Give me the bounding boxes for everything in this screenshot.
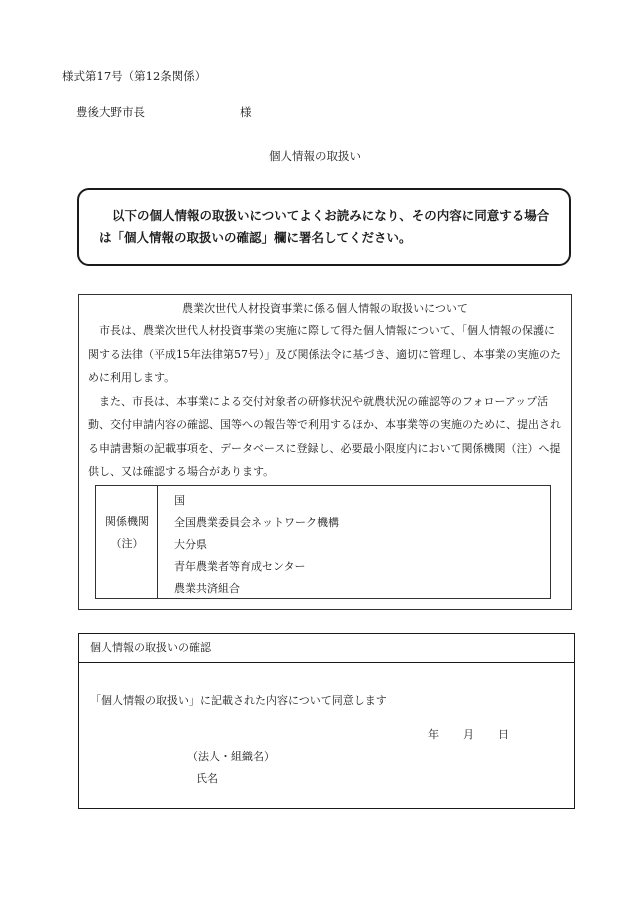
date-year-label: 年 <box>428 728 439 741</box>
related-organizations-table <box>95 485 551 599</box>
list-item: 国 <box>174 494 185 507</box>
orgs-label-note: （注） <box>110 537 144 550</box>
date-field[interactable] <box>428 726 509 742</box>
addressee-name: 豊後大野市長 <box>76 105 145 119</box>
consent-statement: 「個人情報の取扱い」に記載された内容について同意します <box>90 694 387 707</box>
policy-title: 農業次世代人材投資事業に係る個人情報の取扱いについて <box>182 302 468 315</box>
date-day-label: 日 <box>498 728 509 741</box>
notice-line-2: は「個人情報の取扱いの確認」欄に署名してください。 <box>99 230 412 245</box>
list-item: 青年農業者等育成センター <box>174 560 306 573</box>
addressee <box>76 104 252 120</box>
privacy-policy-box <box>78 294 572 610</box>
document-title: 個人情報の取扱い <box>269 149 361 163</box>
form-number: 様式第17号（第12条関係） <box>62 69 207 83</box>
confirmation-box <box>78 633 575 809</box>
list-item: 農業共済組合 <box>174 582 240 595</box>
signature-name-field[interactable]: 氏名 <box>196 772 218 785</box>
list-item: 大分県 <box>174 538 207 551</box>
orgs-label-main: 関係機関 <box>105 515 149 528</box>
related-organizations-header <box>96 486 158 598</box>
policy-paragraph-1: 市長は、農業次世代人材投資事業の実施に際して得た個人情報について、「個人情報の保護に関する法律（平成15年法律第57号）」及び関係法令に基づき、適切に管理し、本事業の実施のために利用します。 <box>88 324 562 384</box>
confirmation-header: 個人情報の取扱いの確認 <box>79 634 574 663</box>
consent-notice-box <box>77 188 571 266</box>
organization-name-field[interactable]: （法人・組織名） <box>187 750 275 763</box>
list-item: 全国農業委員会ネットワーク機構 <box>174 516 339 529</box>
notice-line-1: 以下の個人情報の取扱いについてよくお読みになり、その内容に同意する場合 <box>112 208 550 223</box>
addressee-honorific: 様 <box>240 105 252 119</box>
policy-paragraph-2: また、市長は、本事業による交付対象者の研修状況や就農状況の確認等のフォローアップ活動、交付申請内容の確認、国等への報告等で利用するほか、本事業等の実施のために、提出される申請書類の記載事項を、データベースに登録し、必要最小限度内において関係機関（注）へ提供し、又は確認する場合があります。 <box>88 394 561 478</box>
date-month-label: 月 <box>463 728 474 741</box>
organization-list <box>174 490 339 600</box>
